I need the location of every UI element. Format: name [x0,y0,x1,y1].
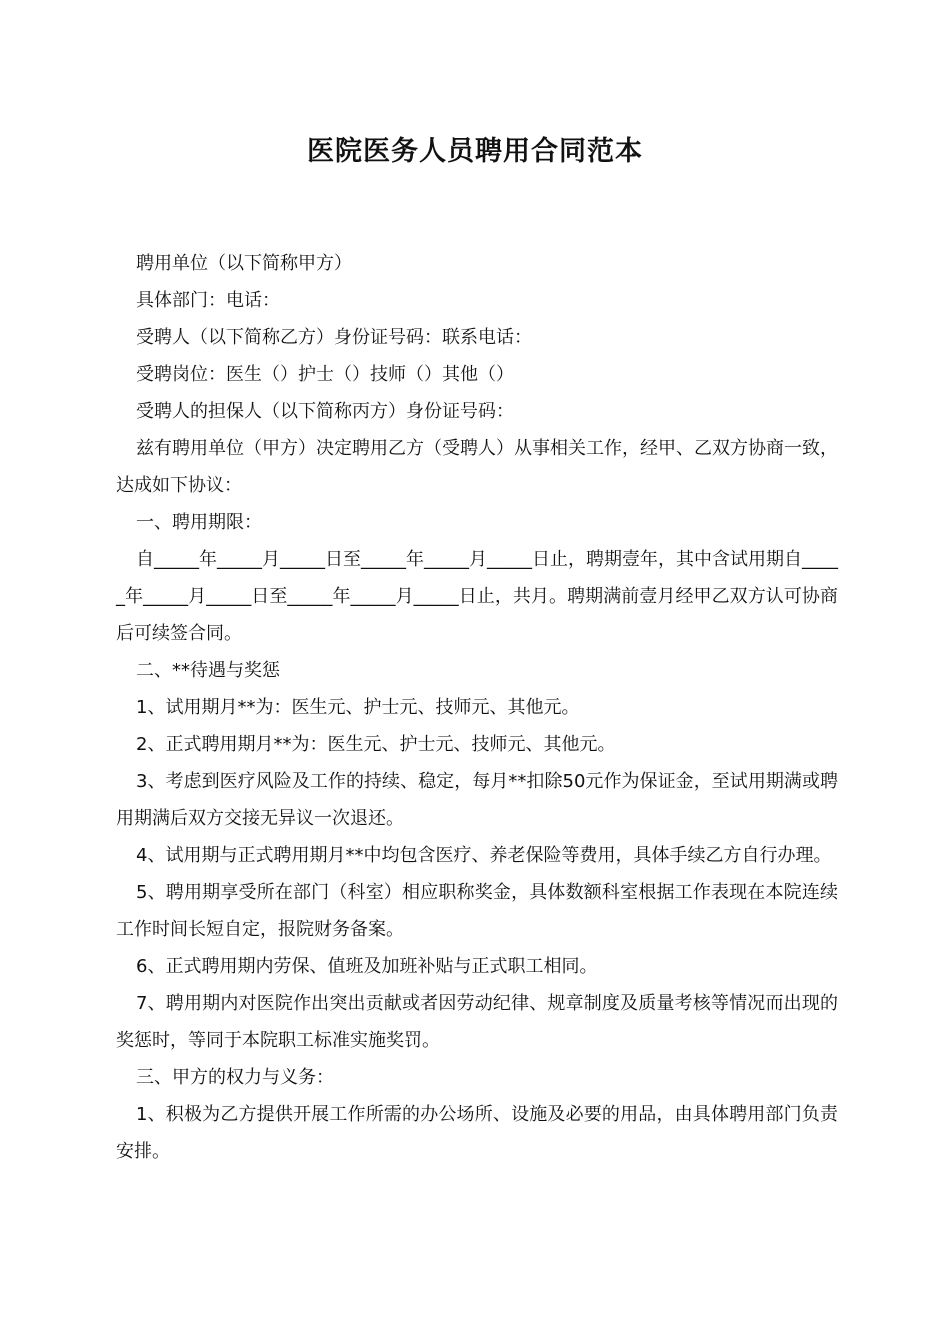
document-body [116,245,838,1170]
paragraph-employee: 受聘人（以下简称乙方）身份证号码：联系电话： [136,327,532,348]
clause-allowance: 6、正式聘用期内劳保、值班及加班补贴与正式职工相同。 [136,956,598,977]
clause-party-a-duty: 1、积极为乙方提供开展工作所需的办公场所、设施及必要的用品，由具体聘用部门负责安排。 [116,1104,838,1162]
clause-insurance: 4、试用期与正式聘用期月**中均包含医疗、养老保险等费用，具体手续乙方自行办理。 [136,845,832,866]
clause-formal-pay: 2、正式聘用期月**为：医生元、护士元、技师元、其他元。 [136,734,616,755]
clause-bonus: 5、聘用期享受所在部门（科室）相应职称奖金，具体数额科室根据工作表现在本院连续工作时间长短自定，报院财务备案。 [116,882,838,940]
clause-probation-pay: 1、试用期月**为：医生元、护士元、技师元、其他元。 [136,697,580,718]
clause-rewards-penalties: 7、聘用期内对医院作出突出贡献或者因劳动纪律、规章制度及质量考核等情况而出现的奖惩时，等同于本院职工标准实施奖罚。 [116,993,838,1051]
paragraph-guarantor: 受聘人的担保人（以下简称丙方）身份证号码： [136,401,514,422]
paragraph-term: 自_____年_____月_____日至_____年_____月_____日止，聘期壹年，其中含试用期自_____年_____月_____日至_____年_____月_____日止，共月。聘期满前壹月经甲乙双方认可协商后可续签合同。 [116,549,838,644]
document-title: 医院医务人员聘用合同范本 [307,136,643,167]
clause-deposit: 3、考虑到医疗风险及工作的持续、稳定，每月**扣除50元作为保证金，至试用期满或聘用期满后双方交接无异议一次退还。 [116,771,838,829]
paragraph-intro: 兹有聘用单位（甲方）决定聘用乙方（受聘人）从事相关工作，经甲、乙双方协商一致，达成如下协议： [116,438,838,496]
paragraph-department: 具体部门：电话： [136,290,280,311]
section-heading-party-a: 三、甲方的权力与义务： [136,1067,334,1088]
paragraph-position: 受聘岗位：医生（）护士（）技师（）其他（） [136,364,514,385]
section-heading-term: 一、聘用期限： [136,512,262,533]
paragraph-employer: 聘用单位（以下简称甲方） [136,253,352,274]
section-heading-compensation: 二、**待遇与奖惩 [136,660,280,681]
